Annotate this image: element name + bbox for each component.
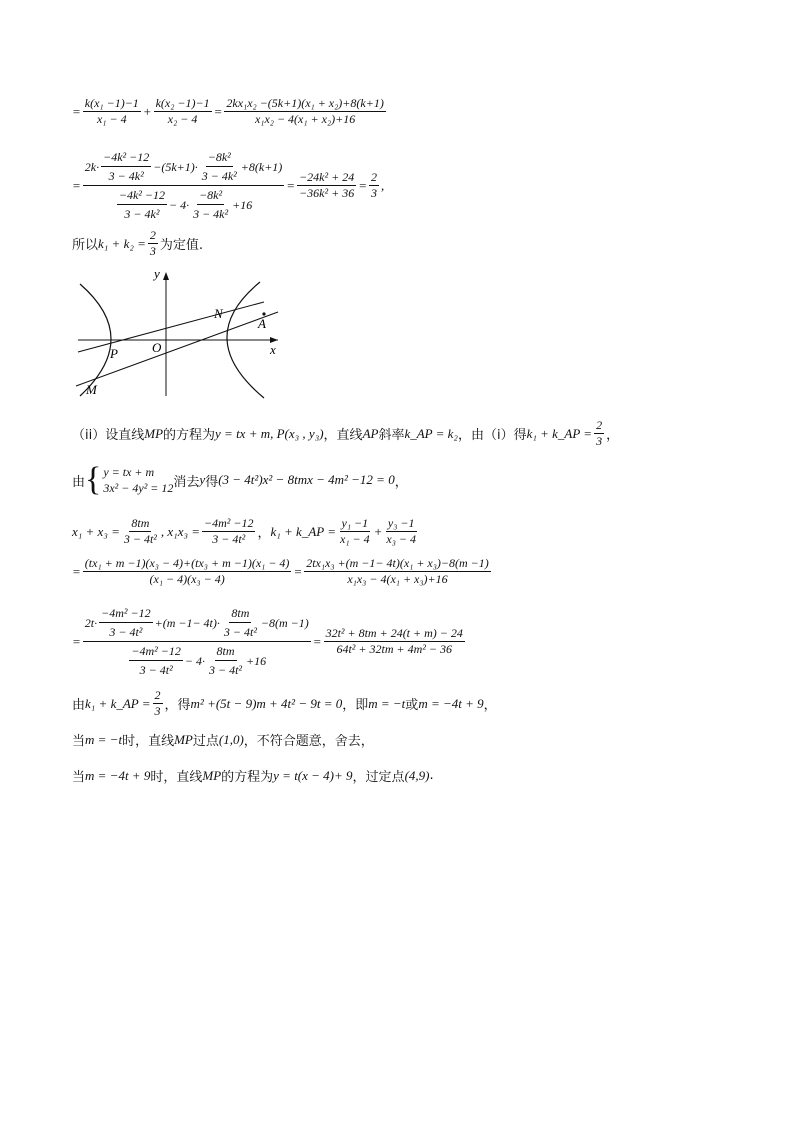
complex-fraction xyxy=(83,604,311,679)
denominator: x₃ − 4 xyxy=(386,532,417,546)
fraction xyxy=(191,186,230,223)
p-label: P xyxy=(110,346,118,361)
math: k₁ + k_AP = xyxy=(270,523,337,539)
term: 2k· xyxy=(84,159,100,174)
numerator: 2 xyxy=(149,228,156,242)
math: m² +(5t − 9)m + 4t² − 9t = 0 xyxy=(190,695,343,711)
fraction xyxy=(148,228,158,259)
fraction xyxy=(117,186,167,223)
numerator: 2 xyxy=(154,688,161,702)
x-label: x xyxy=(270,342,276,357)
fraction xyxy=(202,516,255,547)
math: (3 − 4t²)x² − 8tmx − 4m² −12 = 0 xyxy=(218,472,395,487)
denominator: 3 − 4t² xyxy=(123,532,157,546)
denominator: 3 − 4k² xyxy=(108,169,144,183)
text: ， xyxy=(483,698,497,713)
fraction xyxy=(200,148,239,185)
equals-sign: = xyxy=(293,563,303,579)
equals-sign: = xyxy=(72,633,81,649)
text: ， xyxy=(257,526,271,541)
plus-sign: + xyxy=(142,103,152,119)
numerator: −4k² −12 xyxy=(101,148,151,167)
denominator: 3 − 4k² xyxy=(193,207,229,221)
a-label: A xyxy=(258,316,266,331)
complex-fraction xyxy=(83,148,285,223)
system-row: y = tx + m xyxy=(103,465,155,479)
math: MP xyxy=(202,767,222,783)
denominator: 3 − 4t² xyxy=(209,663,243,677)
equals-sign: = xyxy=(358,177,367,193)
math: (4,9) xyxy=(404,767,430,783)
denominator: x₁ − 4 xyxy=(340,532,370,546)
math: MP xyxy=(144,425,164,441)
fraction xyxy=(83,96,141,127)
math: y xyxy=(199,472,206,487)
fraction xyxy=(338,516,372,547)
text: ，不符合题意，舍去， xyxy=(243,734,374,749)
y-label: y xyxy=(154,268,160,281)
numerator: k(x₁ −1)−1 xyxy=(84,96,139,110)
text: 得 xyxy=(205,474,219,490)
numerator: −4m² −12 xyxy=(99,604,152,623)
punctuation: , xyxy=(380,177,385,193)
math: , x₁x₃ = xyxy=(160,523,201,539)
numerator: y₁ −1 xyxy=(341,516,369,530)
text: ，直线 xyxy=(323,428,363,443)
text: ，由（i）得 xyxy=(457,428,527,443)
text: （ii）设直线 xyxy=(72,428,145,443)
fraction xyxy=(129,642,182,679)
denominator: 3 xyxy=(596,434,603,448)
numerator: −4k² −12 xyxy=(117,186,167,205)
part-ii-line xyxy=(72,418,619,449)
denominator: 3 − 4t² xyxy=(109,625,143,639)
denominator: x₁x₃ − 4(x₁ + x₃)+16 xyxy=(347,572,448,586)
text: 消去 xyxy=(173,474,200,490)
denominator xyxy=(125,642,268,679)
text: 时，直线 xyxy=(150,770,203,785)
numerator: 2 xyxy=(370,170,377,184)
text: 为定值. xyxy=(159,238,204,253)
text: 时，直线 xyxy=(122,734,175,749)
denominator: x₂ − 4 xyxy=(167,112,198,126)
term: 2t· xyxy=(84,615,98,630)
numerator: −4m² −12 xyxy=(129,642,182,661)
equation-line-1 xyxy=(72,96,388,127)
text: 斜率 xyxy=(378,428,405,443)
term: − 4· xyxy=(168,197,190,212)
numerator: (tx₁ + m −1)(x₃ − 4)+(tx₃ + m −1)(x₁ − 4) xyxy=(84,556,290,570)
denominator: 3 xyxy=(370,186,377,200)
text: 由 xyxy=(72,698,86,713)
numerator: 2kx₁x₂ −(5k+1)(x₁ + x₂)+8(k+1) xyxy=(226,96,384,110)
numerator: −4m² −12 xyxy=(204,516,254,530)
term: +16 xyxy=(246,653,267,668)
denominator: 3 − 4k² xyxy=(201,169,237,183)
term: +8(k+1) xyxy=(240,159,283,174)
math: m = −t xyxy=(85,731,123,747)
fraction xyxy=(384,516,418,547)
system-rows xyxy=(103,464,173,496)
fraction xyxy=(324,626,465,657)
term: −8(m −1) xyxy=(260,615,309,630)
fraction xyxy=(304,556,491,587)
fraction xyxy=(297,170,356,201)
equals-sign: = xyxy=(72,103,81,119)
term: +16 xyxy=(232,197,253,212)
math: x₁ + x₃ = xyxy=(72,523,120,539)
math: m = −4t + 9 xyxy=(418,695,484,711)
denominator: 3 − 4t² xyxy=(223,625,257,639)
text: 的方程为 xyxy=(163,428,216,443)
math: y = t(x − 4)+ 9 xyxy=(273,767,353,783)
line-mn xyxy=(76,312,278,386)
math: k₁ + k₂ = xyxy=(98,235,146,251)
fraction xyxy=(83,556,292,587)
equals-sign: = xyxy=(72,563,81,579)
math: AP xyxy=(362,425,379,441)
fraction xyxy=(222,604,259,641)
text: 或 xyxy=(405,698,419,713)
text: ，即 xyxy=(342,698,369,713)
conclusion-line xyxy=(72,228,203,259)
numerator: −24k² + 24 xyxy=(299,170,355,184)
equals-sign: = xyxy=(312,633,322,649)
math: MP xyxy=(174,731,193,747)
m-label: M xyxy=(86,382,97,397)
n-label: N xyxy=(214,306,223,321)
hyperbola-figure xyxy=(72,268,287,400)
fraction xyxy=(154,96,212,127)
numerator: k(x₂ −1)−1 xyxy=(155,96,210,110)
term: +(m −1− 4t)· xyxy=(154,615,220,630)
numerator: −8k² xyxy=(206,148,233,167)
case-1-line xyxy=(72,730,374,749)
text: ，得 xyxy=(164,698,191,713)
denominator: x₁ − 4 xyxy=(96,112,127,126)
text: 当 xyxy=(72,734,86,749)
denominator: 3 − 4t² xyxy=(212,532,246,546)
numerator: 2tx₁x₃ +(m −1− 4t)(x₁ + x₃)−8(m −1) xyxy=(306,556,489,570)
numerator: 2 xyxy=(596,418,603,432)
numerator: −8k² xyxy=(197,186,224,205)
text: 所以 xyxy=(72,238,99,253)
fraction xyxy=(101,148,151,185)
text: 当 xyxy=(72,770,86,785)
numerator: 32t² + 8tm + 24(t + m) − 24 xyxy=(325,626,463,640)
fraction xyxy=(153,688,163,719)
denominator: 3 xyxy=(149,244,156,258)
math: m = −t xyxy=(368,695,406,711)
denominator: x₁x₂ − 4(x₁ + x₂)+16 xyxy=(254,112,356,126)
text: ， xyxy=(606,428,620,443)
term: −(5k+1)· xyxy=(153,159,198,174)
case-2-line xyxy=(72,766,434,785)
fraction xyxy=(224,96,385,127)
equation-system xyxy=(85,461,174,498)
system-line xyxy=(72,461,408,498)
origin-label: O xyxy=(152,340,162,355)
fraction xyxy=(122,516,159,547)
text: 的方程为 xyxy=(221,770,274,785)
term: − 4· xyxy=(184,653,205,668)
text: 由 xyxy=(72,474,86,490)
fraction xyxy=(369,170,379,201)
denominator: 3 − 4k² xyxy=(124,207,160,221)
math: m = −4t + 9 xyxy=(85,767,151,783)
denominator: (x₁ − 4)(x₃ − 4) xyxy=(149,572,225,586)
equation-line-2 xyxy=(72,148,384,223)
denominator: 64t² + 32tm + 4m² − 36 xyxy=(336,642,452,656)
plus-sign: + xyxy=(373,523,383,539)
numerator xyxy=(83,604,311,642)
equals-sign: = xyxy=(286,177,296,193)
numerator: y₃ −1 xyxy=(387,516,415,530)
math: k₁ + k_AP = xyxy=(85,695,151,711)
equals-sign: = xyxy=(213,103,223,119)
text: . xyxy=(429,768,434,783)
brace-glyph: { xyxy=(85,461,102,498)
math: k_AP = k₂ xyxy=(404,425,458,441)
equals-sign: = xyxy=(72,177,81,193)
text: ， xyxy=(394,474,408,490)
math: (1,0) xyxy=(218,731,244,747)
denominator: 3 xyxy=(154,704,161,718)
math: y = tx + m, P(x₃ , y₃) xyxy=(215,425,324,441)
denominator xyxy=(113,186,254,223)
text: ，过定点 xyxy=(352,770,405,785)
fraction xyxy=(207,642,244,679)
solve-line xyxy=(72,688,497,719)
numerator: 8tm xyxy=(131,516,150,530)
fraction xyxy=(594,418,604,449)
system-row: 3x² − 4y² = 12 xyxy=(103,481,174,495)
numerator: 8tm xyxy=(215,642,237,661)
numerator: 8tm xyxy=(229,604,251,623)
y-axis-arrow xyxy=(163,272,169,280)
fraction xyxy=(99,604,152,641)
expansion-line xyxy=(72,556,493,587)
denominator: −36k² + 36 xyxy=(299,186,355,200)
numerator xyxy=(83,148,285,186)
text: 过点 xyxy=(192,734,219,749)
denominator: 3 − 4t² xyxy=(139,663,173,677)
math: k₁ + k_AP = xyxy=(526,425,593,441)
vieta-line xyxy=(72,516,420,547)
substitution-line xyxy=(72,604,467,679)
